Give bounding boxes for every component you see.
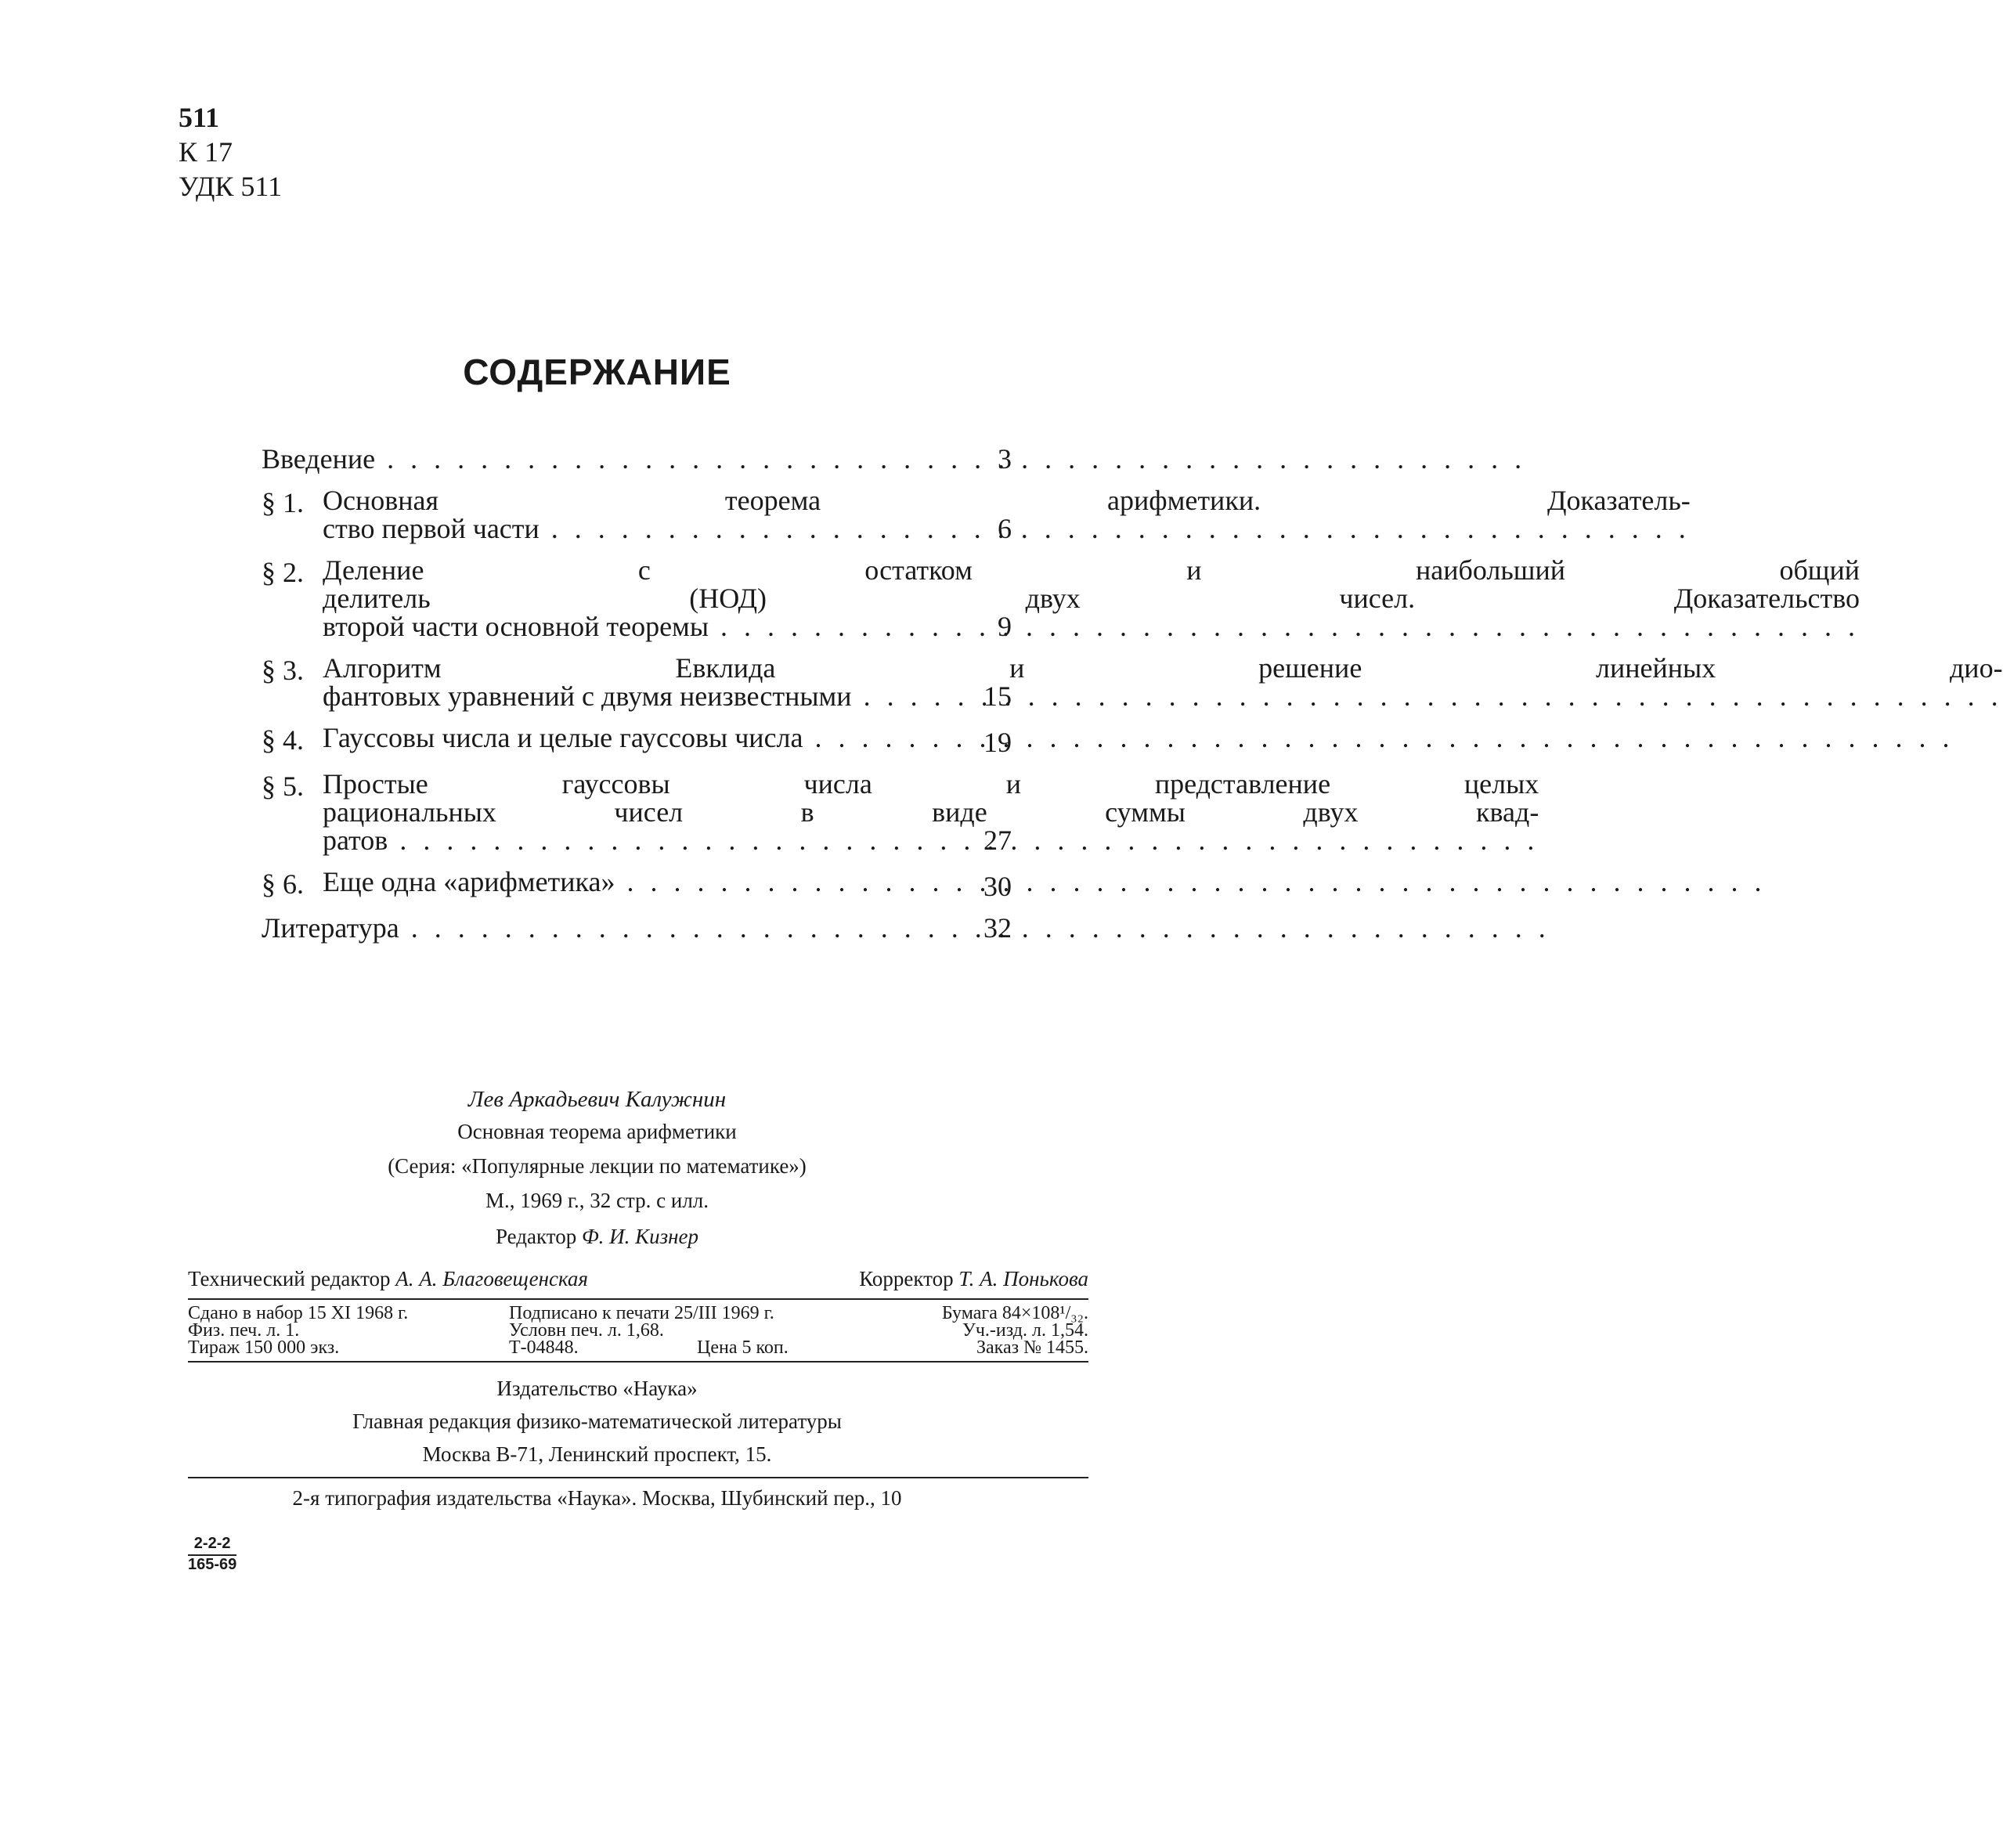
toc-entry [262,652,2003,712]
divider-line [188,1298,1088,1300]
toc-entry [262,445,1012,473]
divider-line [188,1477,1088,1478]
toc-entry-line: Литература . . . [262,914,1550,942]
toc-page-number: 3 [998,443,1012,475]
toc-section-number: § 6. [262,868,304,900]
toc-page-number: 6 [998,513,1012,544]
bbk-index: 511 [179,102,220,133]
toc-entry-line: второй части основной теоремы . . . [323,612,1860,641]
divider-line [188,1361,1088,1363]
table-of-contents [262,443,2003,955]
toc-entry-line: фантовых уравнений с двумя неизвестными . . . [323,682,2003,710]
tech-editor-name: А. А. Благовещенская [395,1267,588,1290]
toc-entry-line: Гауссовы числа и целые гауссовы числа . . . [323,724,1954,752]
toc-entry [262,485,1691,544]
toc-entry [262,554,1860,642]
toc-entry [262,768,1539,856]
toc-entry-line: делитель (НОД) двух чисел. Доказательство [323,583,1860,614]
toc-entry-line: ратов . . . [323,826,1539,854]
toc-entry-line: Основная теорема арифметики. Доказатель- [323,485,1691,516]
toc-section-number: § 2. [262,557,304,588]
udk-index: УДК 511 [179,171,283,202]
toc-entry-line: Еще одна «арифметика» . . . [323,868,1766,896]
print-cell: Сдано в набор 15 XI 1968 г. [188,1303,409,1323]
print-cell: Условн печ. л. 1,68. [509,1320,664,1341]
print-cell: Уч.-изд. л. 1,54. [962,1320,1088,1341]
print-details-table [188,1305,1088,1356]
print-cell: Т-04848. [509,1337,579,1358]
book-title: Основная теорема арифметики [457,1120,737,1143]
publisher-name: Издательство «Наука» [496,1377,698,1400]
toc-entry-line: рациональных чисел в виде суммы двух квад- [323,796,1539,828]
classification-block [179,100,282,204]
proofreader-label: Корректор [859,1267,954,1290]
toc-entry [262,724,1012,756]
editor-name: Ф. И. Кизнер [581,1225,699,1248]
toc-section-number: § 4. [262,724,304,756]
print-cell: Заказ № 1455. [976,1337,1088,1358]
print-cell: Тираж 150 000 экз. [188,1337,340,1358]
toc-section-number: § 3. [262,655,304,686]
toc-entry-line: Алгоритм Евклида и решение линейных дио- [323,652,2003,684]
print-cell: Цена 5 коп. [697,1337,789,1358]
order-code-top: 2-2-2 [188,1535,236,1556]
publisher-department: Главная редакция физико-математической литературы [352,1409,842,1433]
toc-entry [262,914,1012,942]
order-code-bottom: 165-69 [188,1556,237,1573]
toc-section-number: § 5. [262,771,304,802]
toc-entry [262,868,1012,901]
print-cell: Подписано к печати 25/III 1969 г. [509,1303,774,1323]
printing-house: 2-я типография издательства «Наука». Москва, Шубинский пер., 10 [292,1486,902,1510]
proofreader-name: Т. А. Понькова [958,1267,1088,1290]
toc-entry-line: Введение . . . [262,445,1526,473]
contents-title: СОДЕРЖАНИЕ [463,352,731,392]
toc-entry-line: Деление с остатком и наибольший общий [323,554,1860,586]
print-cell: Физ. печ. л. 1. [188,1320,300,1341]
toc-page-number: 15 [983,680,1012,712]
publication-info: М., 1969 г., 32 стр. с илл. [485,1189,709,1212]
print-details-row [188,1305,1088,1322]
order-code [188,1535,236,1574]
toc-page-number: 32 [983,912,1012,944]
toc-page-number: 19 [983,727,1012,758]
tech-editor-row [188,1267,1088,1291]
print-cell: Бумага 84×108¹/₃₂. [941,1303,1088,1323]
toc-section-number: § 1. [262,487,304,518]
author-name: Лев Аркадьевич Калужнин [467,1087,727,1112]
author-mark: К 17 [179,136,233,168]
toc-entry-line: Простые гауссовы числа и представление целых [323,768,1539,799]
series-line: (Серия: «Популярные лекции по математике») [388,1154,807,1178]
toc-entry-line: ство первой части . . . [323,514,1691,543]
print-details-row [188,1322,1088,1339]
publisher-address: Москва В-71, Ленинский проспект, 15. [422,1442,772,1466]
print-details-row [188,1339,1088,1356]
toc-page-number: 27 [983,825,1012,856]
editor-label: Редактор [495,1225,577,1248]
editor-line [0,1225,1194,1249]
tech-editor-label: Технический редактор [188,1267,391,1290]
toc-page-number: 30 [983,871,1012,902]
toc-page-number: 9 [998,611,1012,642]
